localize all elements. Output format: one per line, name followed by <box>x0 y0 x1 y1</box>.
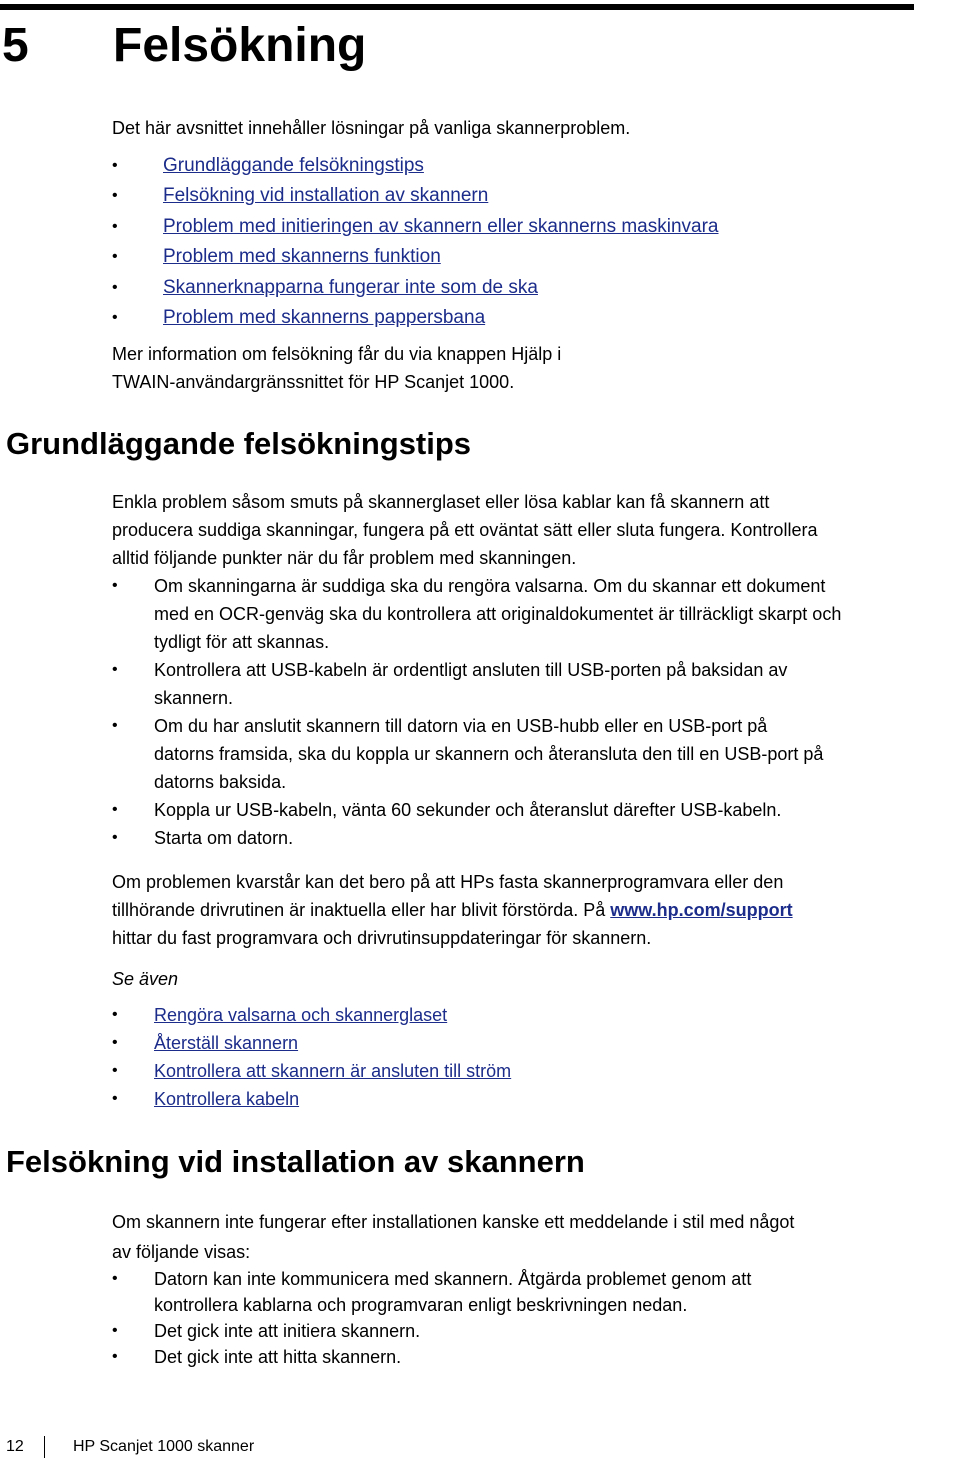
list-item <box>112 796 960 824</box>
footer-divider <box>44 1436 45 1458</box>
paragraph-line: Enkla problem såsom smuts på skannerglaset eller lösa kablar kan få skannern att <box>112 492 770 512</box>
toc-link[interactable]: Problem med skannerns pappersbana <box>163 306 486 328</box>
toc-link[interactable]: Grundläggande felsökningstips <box>163 155 424 176</box>
support-link[interactable]: www.hp.com/support <box>610 900 793 920</box>
list-item-line: datorns baksida. <box>154 772 287 792</box>
list-item-line: • Det gick inte att initiera skannern. <box>154 1321 421 1341</box>
closing-line: Om problemen kvarstår kan det bero på att HPs fasta skannerprogramvara eller den <box>112 872 784 892</box>
more-info-line: Mer information om felsökning får du via knappen Hjälp i <box>112 344 562 364</box>
list-item <box>112 572 960 656</box>
toc-item[interactable] <box>112 212 719 242</box>
toc-item[interactable] <box>112 181 719 211</box>
list-item-line: skannern. <box>154 688 234 708</box>
list-item-line: • Om skanningarna är suddiga ska du rengöra valsarna. Om du skannar ett dokument <box>154 576 826 596</box>
see-also-item[interactable] <box>112 1085 960 1113</box>
more-info-line: TWAIN-användargränssnittet för HP Scanjet 1000. <box>112 372 515 392</box>
closing-text: tillhörande drivrutinen är inaktuella eller har blivit förstörda. På <box>112 900 611 920</box>
chapter-number: 5 <box>2 19 29 72</box>
see-also-item[interactable] <box>112 1001 960 1029</box>
toc-item[interactable] <box>112 242 719 272</box>
see-also-list <box>112 1001 960 1113</box>
list-item <box>112 1318 960 1344</box>
list-item-line: • Datorn kan inte kommunicera med skannern. Åtgärda problemet genom att <box>154 1269 752 1289</box>
list-item-line: tydligt för att skannas. <box>154 632 330 652</box>
list-item-line: • Kontrollera att USB-kabeln är ordentligt ansluten till USB-porten på baksidan av <box>154 660 788 680</box>
toc-item[interactable] <box>112 151 719 181</box>
page-footer <box>0 1436 960 1460</box>
see-also-link[interactable]: Kontrollera att skannern är ansluten till ström <box>154 1061 512 1081</box>
see-also-item[interactable] <box>112 1057 960 1085</box>
see-also-link[interactable]: Kontrollera kabeln <box>154 1089 300 1109</box>
toc-link[interactable]: Felsökning vid installation av skannern <box>163 185 489 207</box>
list-item-line: datorns framsida, ska du koppla ur skannern och återansluta den till en USB-port på <box>154 744 824 764</box>
list-item-line: • Starta om datorn. <box>154 828 294 848</box>
list-item-line: kontrollera kablarna och programvaran enligt beskrivningen nedan. <box>154 1295 688 1315</box>
chapter-toc <box>112 151 719 333</box>
toc-link[interactable]: Problem med initieringen av skannern eller skannerns maskinvara <box>163 215 719 237</box>
paragraph-line: Om skannern inte fungerar efter installationen kanske ett meddelande i stil med något <box>112 1212 795 1232</box>
chapter-title: Felsökning <box>113 19 367 72</box>
list-item-line: • Koppla ur USB-kabeln, vänta 60 sekunder och återanslut därefter USB-kabeln. <box>154 800 782 820</box>
paragraph-line: alltid följande punkter när du får problem med skanningen. <box>112 548 577 568</box>
closing-line: hittar du fast programvara och drivrutinsuppdateringar för skannern. <box>112 928 652 948</box>
section-heading-basic-tips: Grundläggande felsökningstips <box>6 426 472 461</box>
paragraph-line: av följande visas: <box>112 1242 251 1262</box>
list-item-line: med en OCR-genväg ska du kontrollera att originaldokumentet är tillräckligt skarpt och <box>154 604 842 624</box>
see-also-label: Se även <box>112 969 179 989</box>
see-also-link[interactable]: Rengöra valsarna och skannerglaset <box>154 1005 448 1025</box>
list-item <box>112 712 960 796</box>
tips-list <box>112 572 960 852</box>
product-name: HP Scanjet 1000 skanner <box>73 1438 255 1455</box>
section-heading-install: Felsökning vid installation av skannern <box>6 1144 585 1179</box>
list-item <box>112 1266 960 1318</box>
list-item <box>112 656 960 712</box>
closing-line <box>112 896 793 924</box>
messages-list <box>112 1266 960 1370</box>
paragraph-line: producera suddiga skanningar, fungera på ett oväntat sätt eller sluta fungera. Kontrollera <box>112 520 818 540</box>
page-number: 12 <box>6 1438 24 1455</box>
toc-item[interactable] <box>112 303 719 333</box>
chapter-top-rule <box>0 4 914 10</box>
list-item <box>112 1344 960 1370</box>
toc-link[interactable]: Skannerknapparna fungerar inte som de ska <box>163 276 538 298</box>
toc-link[interactable]: Problem med skannerns funktion <box>163 246 441 268</box>
list-item-line: • Det gick inte att hitta skannern. <box>154 1347 402 1367</box>
list-item-line: • Om du har anslutit skannern till datorn via en USB-hubb eller en USB-port på <box>154 716 768 736</box>
see-also-link[interactable]: Återställ skannern <box>154 1033 299 1053</box>
intro-text: Det här avsnittet innehåller lösningar på vanliga skannerproblem. <box>112 118 631 138</box>
list-item <box>112 824 960 852</box>
toc-item[interactable] <box>112 273 719 303</box>
see-also-item[interactable] <box>112 1029 960 1057</box>
